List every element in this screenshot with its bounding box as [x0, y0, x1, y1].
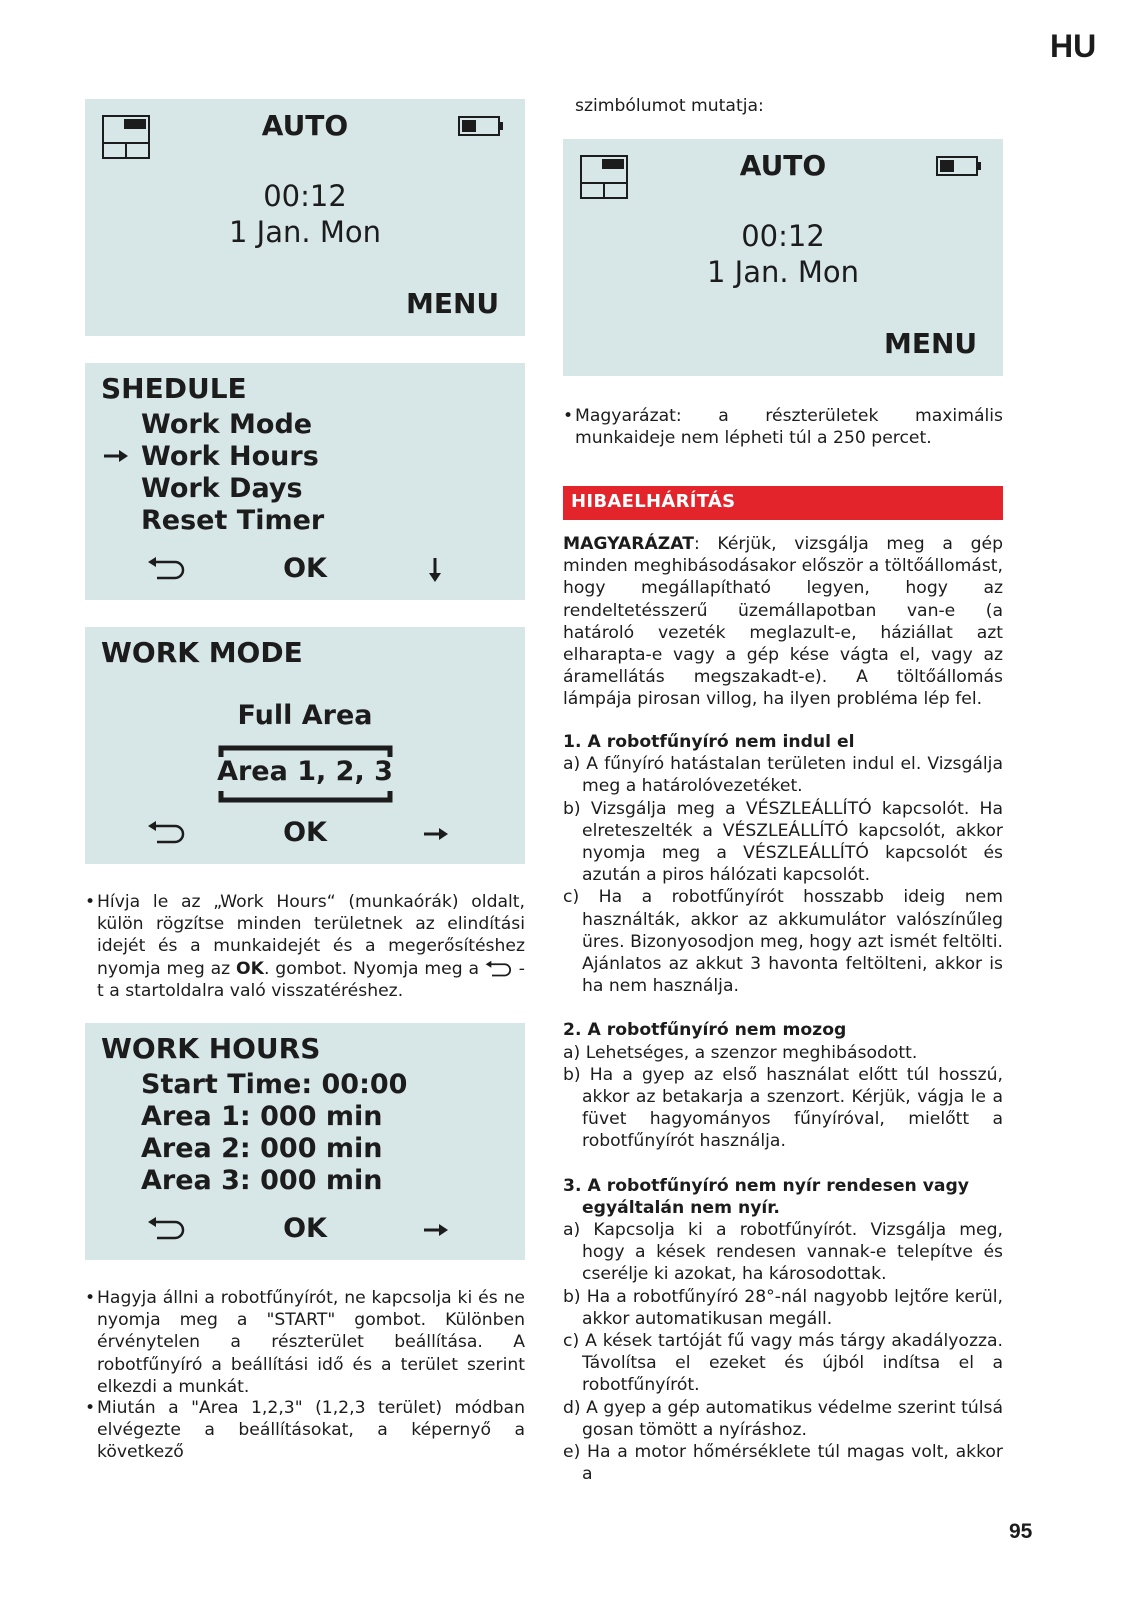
option-full-area: Full Area: [237, 700, 373, 731]
down-arrow-icon: [428, 557, 442, 583]
page-number: 95: [1009, 1520, 1033, 1543]
menu-label: MENU: [406, 287, 500, 320]
note-text: • Magyarázat: a részterületek maximális munkaideje nem lépheti túl a 250 percet.: [563, 406, 1003, 449]
battery-icon: [936, 156, 982, 176]
problem-item: a) Lehetséges, a szenzor meghibásodott.: [563, 1042, 918, 1063]
left-paragraph-3: • Miután a "Area 1,2,3" (1,2,3 terület) módban elvégezte a beállításokat, a képernyő a következő: [85, 1398, 525, 1463]
schedule-item: Work Hours: [141, 441, 319, 472]
schedule-item: Reset Timer: [141, 505, 325, 536]
schedule-screen-panel: [85, 363, 525, 600]
problem-item: d) A gyep a gép automatikus védelme szerint túlsá gosan tömött a nyíráshoz.: [563, 1397, 1003, 1440]
work-mode-screen-panel: [85, 627, 525, 864]
work-hours-title: WORK HOURS: [101, 1032, 321, 1065]
right-arrow-icon: [423, 1223, 449, 1237]
left-paragraph-1: • Hívja le az „Work Hours“ (munkaórák) oldalt, külön rögzítse minden területnek az elindítási idejét és a munkaidejét és a megerősítéshez nyomja meg az OK. gombot. Nyomja meg a -t a startoldalra való visszatéréshez.: [85, 892, 526, 1001]
schedule-title: SHEDULE: [101, 372, 247, 405]
time-display: 00:12: [741, 219, 825, 253]
selection-arrow-icon: [103, 449, 129, 463]
ok-label: OK: [283, 817, 327, 848]
mode-label: AUTO: [261, 109, 349, 142]
date-display: 1 Jan. Mon: [707, 255, 859, 289]
area-time-line: Area 1: 000 min: [141, 1101, 383, 1132]
start-time-line: Start Time: 00:00: [141, 1069, 408, 1100]
schedule-item: Work Days: [141, 473, 303, 504]
troubleshooting-list: [563, 731, 1003, 1486]
problem-item: a) Kapcsolja ki a robotfűnyírót. Vizsgálja meg, hogy a kések rendesen vannak-e telepítve és cserélje ki azokat, ha károsodottak.: [563, 1220, 1003, 1285]
explanation-paragraph: MAGYARÁZAT: Kérjük, vizsgálja meg a gép minden meghibásodásakor először a töltőállomást, hogy megállapítható legyen, hogy az rendeltetésszerű üzemállapotban van-e (a határoló vezeték meglazult-e, háziállat azt elharapta-e vagy a gép kése vágta el, vagy az áramellátás megszakadt-e). A töltőállomás lámpája pirosan villog, ha ilyen probléma lép fel.: [563, 534, 1003, 710]
problem-item: c) A kések tartóját fű vagy más tárgy akadályozza. Távolítsa el ezeket és újból indítsa el a robotfűnyírót.: [563, 1331, 1003, 1396]
ok-label: OK: [283, 553, 327, 584]
left-paragraph-2: • Hagyja állni a robotfűnyírót, ne kapcsolja ki és ne nyomja meg a "START" gombot. Különben érvénytelen a részterület beállítása. A robotfűnyíró a beállítási idő és a terület szerint elkezdi a munkát.: [85, 1288, 525, 1397]
area-time-line: Area 2: 000 min: [141, 1133, 383, 1164]
problem-item: b) Ha a gyep az első használat előtt túl hosszú, akkor az betakarja a szenzort. Kérjük, vágja le a füvet hagyományos fűnyíróval, mielőtt a robotfűnyírót használja.: [563, 1064, 1003, 1152]
problem-item: b) Ha a robotfűnyíró 28°-nál nagyobb lejtőre kerül, akkor automatikusan megáll.: [563, 1286, 1003, 1329]
work-hours-screen-panel: [85, 1023, 525, 1260]
schedule-item: Work Mode: [141, 409, 313, 440]
time-display: 00:12: [263, 179, 347, 213]
area-time-line: Area 3: 000 min: [141, 1165, 383, 1196]
right-arrow-icon: [423, 827, 449, 841]
problem-item: b) Vizsgálja meg a VÉSZLEÁLLÍTÓ kapcsolót. Ha elreteszelték a VÉSZLEÁLLÍTÓ kapcsolót, akkor nyomja meg a VÉSZLEÁLLÍTÓ kapcsolót és azután a piros hálózati kapcsolót.: [563, 798, 1003, 886]
auto-screen-panel-result: [563, 139, 1003, 376]
menu-label: MENU: [884, 327, 978, 360]
problem-item: c) Ha a robotfűnyírót hosszabb ideig nem használták, akkor az akkumulátor valószínűleg üres. Bizonyosodjon meg, hogy azt ismét feltölti. Ajánlatos az akkut 3 havonta feltölteni, akkor is ha nem használja.: [563, 887, 1003, 997]
ok-label: OK: [283, 1213, 327, 1244]
mode-label: AUTO: [739, 149, 827, 182]
problem-item: a) A fűnyíró hatástalan területen indul el. Vizsgálja meg a határolóvezetéket.: [563, 754, 1003, 797]
problem-heading: 1. A robotfűnyíró nem indul el: [563, 732, 855, 752]
option-area-123: Area 1, 2, 3: [217, 756, 393, 787]
problem-heading: 3. A robotfűnyíró nem nyír rendesen vagy egyáltalán nem nyír.: [563, 1175, 970, 1218]
language-code: HU: [1050, 28, 1097, 64]
return-icon: [485, 960, 513, 977]
intro-text: szimbólumot mutatja:: [575, 96, 764, 116]
work-mode-title: WORK MODE: [101, 636, 303, 669]
problem-heading: 2. A robotfűnyíró nem mozog: [563, 1020, 847, 1041]
section-header-troubleshooting: HIBAELHÁRÍTÁS: [563, 486, 1003, 520]
auto-screen-panel: [85, 99, 525, 336]
date-display: 1 Jan. Mon: [229, 215, 381, 249]
battery-icon: [458, 116, 504, 136]
problem-item: e) Ha a motor hőmérséklete túl magas volt, akkor a: [563, 1442, 1003, 1485]
